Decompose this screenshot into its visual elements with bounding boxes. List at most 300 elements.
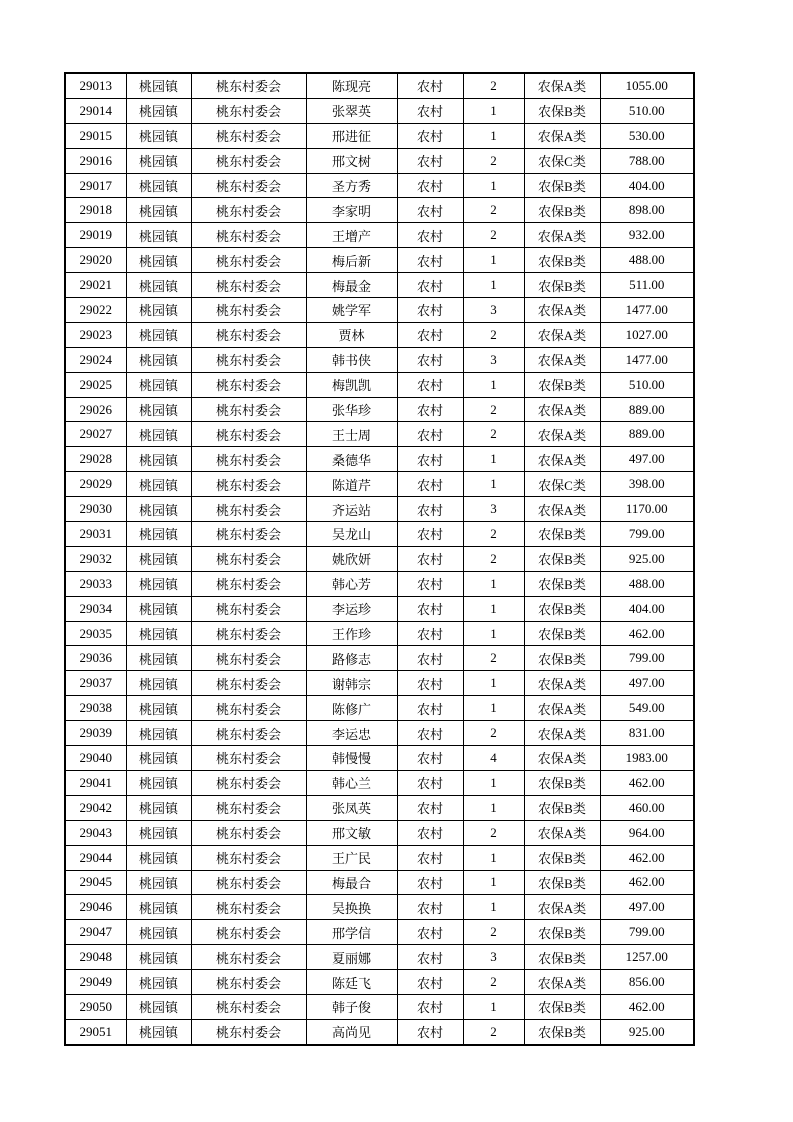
- table-cell: 856.00: [600, 970, 694, 995]
- table-row: [65, 746, 694, 771]
- table-cell: 桃东村委会: [191, 970, 306, 995]
- table-cell: 29017: [65, 173, 126, 198]
- table-row: [65, 596, 694, 621]
- table-row: [65, 298, 694, 323]
- table-cell: 农村: [397, 73, 463, 98]
- table-cell: 桃园镇: [126, 98, 191, 123]
- table-row: [65, 770, 694, 795]
- table-cell: 农保B类: [524, 248, 600, 273]
- table-cell: 农村: [397, 770, 463, 795]
- table-cell: 3: [463, 347, 524, 372]
- table-cell: 农村: [397, 671, 463, 696]
- table-cell: 农保A类: [524, 447, 600, 472]
- table-cell: 桃东村委会: [191, 820, 306, 845]
- table-row: [65, 845, 694, 870]
- table-cell: 404.00: [600, 173, 694, 198]
- table-cell: 农村: [397, 347, 463, 372]
- table-cell: 农村: [397, 870, 463, 895]
- table-cell: 吴换换: [306, 895, 397, 920]
- table-cell: 路修志: [306, 646, 397, 671]
- table-cell: 农保B类: [524, 621, 600, 646]
- table-cell: 2: [463, 920, 524, 945]
- table-cell: 1: [463, 447, 524, 472]
- table-cell: 桃东村委会: [191, 123, 306, 148]
- table-cell: 农保B类: [524, 870, 600, 895]
- table-cell: 桃园镇: [126, 347, 191, 372]
- table-cell: 1: [463, 123, 524, 148]
- table-cell: 韩心芳: [306, 571, 397, 596]
- table-cell: 桃东村委会: [191, 347, 306, 372]
- table-cell: 桃东村委会: [191, 298, 306, 323]
- table-cell: 29024: [65, 347, 126, 372]
- table-row: [65, 920, 694, 945]
- table-cell: 1: [463, 795, 524, 820]
- table-cell: 桃园镇: [126, 770, 191, 795]
- table-cell: 农保A类: [524, 820, 600, 845]
- table-cell: 桃园镇: [126, 223, 191, 248]
- table-cell: 梅后新: [306, 248, 397, 273]
- table-cell: 李运忠: [306, 721, 397, 746]
- table-cell: 农保A类: [524, 397, 600, 422]
- table-cell: 1027.00: [600, 322, 694, 347]
- table-cell: 邢文树: [306, 148, 397, 173]
- table-cell: 2: [463, 223, 524, 248]
- table-cell: 29025: [65, 372, 126, 397]
- table-cell: 1170.00: [600, 497, 694, 522]
- table-cell: 农保C类: [524, 148, 600, 173]
- table-cell: 889.00: [600, 397, 694, 422]
- table-cell: 桃东村委会: [191, 546, 306, 571]
- table-cell: 陈廷飞: [306, 970, 397, 995]
- table-cell: 桃东村委会: [191, 571, 306, 596]
- table-cell: 1: [463, 845, 524, 870]
- table-row: [65, 347, 694, 372]
- table-cell: 邢学信: [306, 920, 397, 945]
- table-cell: 桃东村委会: [191, 671, 306, 696]
- table-cell: 桃东村委会: [191, 522, 306, 547]
- table-cell: 桃园镇: [126, 994, 191, 1019]
- table-cell: 29039: [65, 721, 126, 746]
- table-cell: 2: [463, 546, 524, 571]
- table-cell: 462.00: [600, 621, 694, 646]
- table-cell: 29051: [65, 1019, 126, 1044]
- table-row: [65, 73, 694, 98]
- table-cell: 29022: [65, 298, 126, 323]
- table-cell: 农村: [397, 397, 463, 422]
- table-cell: 农村: [397, 546, 463, 571]
- table-row: [65, 1019, 694, 1044]
- table-cell: 1: [463, 98, 524, 123]
- table-cell: 农村: [397, 273, 463, 298]
- table-row: [65, 671, 694, 696]
- table-cell: 889.00: [600, 422, 694, 447]
- table-cell: 497.00: [600, 895, 694, 920]
- table-cell: 农村: [397, 223, 463, 248]
- table-cell: 1: [463, 596, 524, 621]
- table-cell: 932.00: [600, 223, 694, 248]
- table-cell: 陈道芹: [306, 472, 397, 497]
- table-cell: 2: [463, 397, 524, 422]
- table-row: [65, 571, 694, 596]
- table-cell: 桃东村委会: [191, 198, 306, 223]
- table-cell: 桃东村委会: [191, 770, 306, 795]
- table-cell: 29028: [65, 447, 126, 472]
- table-cell: 桃东村委会: [191, 895, 306, 920]
- table-cell: 1: [463, 621, 524, 646]
- table-cell: 29013: [65, 73, 126, 98]
- table-cell: 2: [463, 1019, 524, 1044]
- table-cell: 1257.00: [600, 945, 694, 970]
- table-cell: 831.00: [600, 721, 694, 746]
- table-cell: 农保B类: [524, 845, 600, 870]
- table-cell: 桃园镇: [126, 895, 191, 920]
- table-cell: 梅最合: [306, 870, 397, 895]
- table-cell: 510.00: [600, 98, 694, 123]
- table-body: [65, 73, 694, 1045]
- table-cell: 桃东村委会: [191, 795, 306, 820]
- table-cell: 桃园镇: [126, 123, 191, 148]
- table-cell: 1: [463, 696, 524, 721]
- table-cell: 农村: [397, 571, 463, 596]
- table-cell: 农村: [397, 1019, 463, 1044]
- table-row: [65, 123, 694, 148]
- table-cell: 夏丽娜: [306, 945, 397, 970]
- table-cell: 桃东村委会: [191, 721, 306, 746]
- table-cell: 农保A类: [524, 298, 600, 323]
- table-cell: 王广民: [306, 845, 397, 870]
- table-cell: 农保A类: [524, 223, 600, 248]
- table-cell: 29019: [65, 223, 126, 248]
- table-row: [65, 497, 694, 522]
- table-cell: 桃园镇: [126, 472, 191, 497]
- table-cell: 谢韩宗: [306, 671, 397, 696]
- table-cell: 农村: [397, 621, 463, 646]
- table-cell: 29046: [65, 895, 126, 920]
- table-cell: 2: [463, 322, 524, 347]
- table-cell: 桃东村委会: [191, 870, 306, 895]
- table-cell: 29043: [65, 820, 126, 845]
- table-cell: 农村: [397, 920, 463, 945]
- table-cell: 韩慢慢: [306, 746, 397, 771]
- table-cell: 桃东村委会: [191, 472, 306, 497]
- table-cell: 张凤英: [306, 795, 397, 820]
- table-cell: 农村: [397, 447, 463, 472]
- table-cell: 桃东村委会: [191, 322, 306, 347]
- table-row: [65, 273, 694, 298]
- table-cell: 农村: [397, 895, 463, 920]
- table-cell: 460.00: [600, 795, 694, 820]
- table-cell: 2: [463, 198, 524, 223]
- table-cell: 农村: [397, 372, 463, 397]
- table-cell: 2: [463, 148, 524, 173]
- table-cell: 2: [463, 970, 524, 995]
- table-cell: 1477.00: [600, 347, 694, 372]
- table-cell: 农村: [397, 422, 463, 447]
- table-cell: 462.00: [600, 770, 694, 795]
- table-row: [65, 621, 694, 646]
- table-cell: 农村: [397, 522, 463, 547]
- table-cell: 桃园镇: [126, 497, 191, 522]
- table-cell: 贾林: [306, 322, 397, 347]
- table-cell: 1: [463, 571, 524, 596]
- table-cell: 桃园镇: [126, 422, 191, 447]
- table-row: [65, 322, 694, 347]
- table-cell: 29030: [65, 497, 126, 522]
- table-cell: 韩心兰: [306, 770, 397, 795]
- table-cell: 农村: [397, 123, 463, 148]
- table-cell: 桃园镇: [126, 621, 191, 646]
- table-cell: 1477.00: [600, 298, 694, 323]
- table-cell: 农保B类: [524, 571, 600, 596]
- table-cell: 29020: [65, 248, 126, 273]
- table-cell: 1: [463, 895, 524, 920]
- table-cell: 964.00: [600, 820, 694, 845]
- table-cell: 510.00: [600, 372, 694, 397]
- table-cell: 桃东村委会: [191, 1019, 306, 1044]
- table-cell: 桑德华: [306, 447, 397, 472]
- table-cell: 农保B类: [524, 596, 600, 621]
- table-cell: 404.00: [600, 596, 694, 621]
- table-row: [65, 994, 694, 1019]
- table-cell: 29050: [65, 994, 126, 1019]
- table-cell: 农村: [397, 148, 463, 173]
- table-row: [65, 696, 694, 721]
- table-cell: 1983.00: [600, 746, 694, 771]
- table-cell: 高尚见: [306, 1019, 397, 1044]
- table-cell: 农村: [397, 248, 463, 273]
- table-cell: 农保A类: [524, 73, 600, 98]
- table-cell: 1: [463, 248, 524, 273]
- table-cell: 29033: [65, 571, 126, 596]
- table-cell: 桃园镇: [126, 148, 191, 173]
- table-cell: 农保B类: [524, 173, 600, 198]
- table-cell: 桃园镇: [126, 1019, 191, 1044]
- table-row: [65, 546, 694, 571]
- table-cell: 29032: [65, 546, 126, 571]
- table-cell: 29021: [65, 273, 126, 298]
- table-cell: 2: [463, 422, 524, 447]
- table-cell: 农保A类: [524, 322, 600, 347]
- table-row: [65, 895, 694, 920]
- table-cell: 桃园镇: [126, 372, 191, 397]
- table-cell: 29037: [65, 671, 126, 696]
- table-cell: 2: [463, 646, 524, 671]
- table-cell: 桃东村委会: [191, 73, 306, 98]
- table-cell: 桃园镇: [126, 571, 191, 596]
- table-cell: 农村: [397, 472, 463, 497]
- table-cell: 799.00: [600, 646, 694, 671]
- table-cell: 农保B类: [524, 372, 600, 397]
- table-cell: 韩子俊: [306, 994, 397, 1019]
- table-cell: 农保A类: [524, 696, 600, 721]
- table-cell: 788.00: [600, 148, 694, 173]
- table-cell: 530.00: [600, 123, 694, 148]
- table-cell: 农保A类: [524, 746, 600, 771]
- table-cell: 桃园镇: [126, 596, 191, 621]
- table-cell: 29016: [65, 148, 126, 173]
- table-cell: 桃园镇: [126, 646, 191, 671]
- table-cell: 农保A类: [524, 895, 600, 920]
- table-cell: 1: [463, 173, 524, 198]
- table-cell: 桃东村委会: [191, 920, 306, 945]
- table-cell: 925.00: [600, 1019, 694, 1044]
- table-cell: 799.00: [600, 522, 694, 547]
- table-row: [65, 795, 694, 820]
- table-cell: 农保B类: [524, 98, 600, 123]
- table-cell: 农保B类: [524, 198, 600, 223]
- table-cell: 桃园镇: [126, 173, 191, 198]
- table-cell: 农保B类: [524, 1019, 600, 1044]
- table-cell: 桃园镇: [126, 546, 191, 571]
- table-cell: 姚学军: [306, 298, 397, 323]
- table-cell: 799.00: [600, 920, 694, 945]
- table-cell: 2: [463, 820, 524, 845]
- table-row: [65, 447, 694, 472]
- table-cell: 488.00: [600, 248, 694, 273]
- table-cell: 桃东村委会: [191, 98, 306, 123]
- table-cell: 桃东村委会: [191, 497, 306, 522]
- table-cell: 29018: [65, 198, 126, 223]
- table-cell: 农村: [397, 322, 463, 347]
- table-cell: 陈修广: [306, 696, 397, 721]
- table-cell: 梅最金: [306, 273, 397, 298]
- table-cell: 桃东村委会: [191, 173, 306, 198]
- table-cell: 桃东村委会: [191, 273, 306, 298]
- table-cell: 桃园镇: [126, 795, 191, 820]
- table-cell: 497.00: [600, 671, 694, 696]
- table-cell: 898.00: [600, 198, 694, 223]
- table-cell: 农保B类: [524, 920, 600, 945]
- table-row: [65, 646, 694, 671]
- table-cell: 桃东村委会: [191, 248, 306, 273]
- table-cell: 农保B类: [524, 646, 600, 671]
- table-cell: 农保A类: [524, 422, 600, 447]
- table-row: [65, 148, 694, 173]
- table-cell: 29029: [65, 472, 126, 497]
- table-cell: 陈现亮: [306, 73, 397, 98]
- table-cell: 王士周: [306, 422, 397, 447]
- table-cell: 农村: [397, 945, 463, 970]
- table-cell: 488.00: [600, 571, 694, 596]
- table-cell: 29023: [65, 322, 126, 347]
- table-cell: 农保B类: [524, 770, 600, 795]
- table-cell: 1: [463, 870, 524, 895]
- table-cell: 桃东村委会: [191, 372, 306, 397]
- table-cell: 李运珍: [306, 596, 397, 621]
- table-cell: 吴龙山: [306, 522, 397, 547]
- table-cell: 李家明: [306, 198, 397, 223]
- table-cell: 29042: [65, 795, 126, 820]
- table-cell: 桃东村委会: [191, 621, 306, 646]
- table-cell: 29038: [65, 696, 126, 721]
- table-cell: 29045: [65, 870, 126, 895]
- table-cell: 农村: [397, 746, 463, 771]
- table-cell: 邢文敏: [306, 820, 397, 845]
- table-cell: 农保A类: [524, 671, 600, 696]
- table-cell: 桃园镇: [126, 298, 191, 323]
- table-cell: 29036: [65, 646, 126, 671]
- table-cell: 2: [463, 721, 524, 746]
- table-cell: 桃东村委会: [191, 397, 306, 422]
- table-cell: 邢进征: [306, 123, 397, 148]
- table-cell: 王作珍: [306, 621, 397, 646]
- table-cell: 497.00: [600, 447, 694, 472]
- table-cell: 3: [463, 298, 524, 323]
- table-cell: 桃东村委会: [191, 447, 306, 472]
- table-cell: 桃园镇: [126, 671, 191, 696]
- table-cell: 29040: [65, 746, 126, 771]
- table-cell: 511.00: [600, 273, 694, 298]
- table-row: [65, 721, 694, 746]
- table-cell: 农村: [397, 845, 463, 870]
- table-row: [65, 372, 694, 397]
- table-row: [65, 98, 694, 123]
- table-cell: 农村: [397, 646, 463, 671]
- table-cell: 桃东村委会: [191, 646, 306, 671]
- table-cell: 农保B类: [524, 546, 600, 571]
- table-cell: 桃园镇: [126, 696, 191, 721]
- table-cell: 桃园镇: [126, 198, 191, 223]
- table-cell: 1: [463, 671, 524, 696]
- table-cell: 桃园镇: [126, 970, 191, 995]
- table-cell: 桃园镇: [126, 820, 191, 845]
- table-cell: 桃园镇: [126, 522, 191, 547]
- table-cell: 桃园镇: [126, 721, 191, 746]
- table-cell: 农保A类: [524, 123, 600, 148]
- table-cell: 张华珍: [306, 397, 397, 422]
- table-cell: 农保A类: [524, 347, 600, 372]
- table-cell: 农村: [397, 298, 463, 323]
- table-cell: 桃园镇: [126, 920, 191, 945]
- table-row: [65, 248, 694, 273]
- table-cell: 农村: [397, 696, 463, 721]
- table-row: [65, 522, 694, 547]
- table-cell: 3: [463, 497, 524, 522]
- table-cell: 张翠英: [306, 98, 397, 123]
- table-cell: 桃东村委会: [191, 945, 306, 970]
- table-row: [65, 422, 694, 447]
- table-row: [65, 173, 694, 198]
- table-cell: 1: [463, 273, 524, 298]
- table-row: [65, 223, 694, 248]
- table-cell: 29049: [65, 970, 126, 995]
- table-cell: 29014: [65, 98, 126, 123]
- table-cell: 农村: [397, 994, 463, 1019]
- table-cell: 农村: [397, 596, 463, 621]
- table-cell: 29035: [65, 621, 126, 646]
- table-cell: 农村: [397, 497, 463, 522]
- table-cell: 398.00: [600, 472, 694, 497]
- table-cell: 农村: [397, 198, 463, 223]
- table-cell: 桃东村委会: [191, 994, 306, 1019]
- table-cell: 2: [463, 522, 524, 547]
- table-row: [65, 472, 694, 497]
- table-cell: 王增产: [306, 223, 397, 248]
- table-cell: 29015: [65, 123, 126, 148]
- table-cell: 549.00: [600, 696, 694, 721]
- table-cell: 1055.00: [600, 73, 694, 98]
- table-cell: 29041: [65, 770, 126, 795]
- table-cell: 桃东村委会: [191, 596, 306, 621]
- table-cell: 3: [463, 945, 524, 970]
- table-cell: 1: [463, 472, 524, 497]
- table-cell: 29031: [65, 522, 126, 547]
- table-cell: 农保A类: [524, 970, 600, 995]
- table-cell: 农保B类: [524, 795, 600, 820]
- table-cell: 462.00: [600, 994, 694, 1019]
- table-cell: 桃园镇: [126, 248, 191, 273]
- table-cell: 农村: [397, 795, 463, 820]
